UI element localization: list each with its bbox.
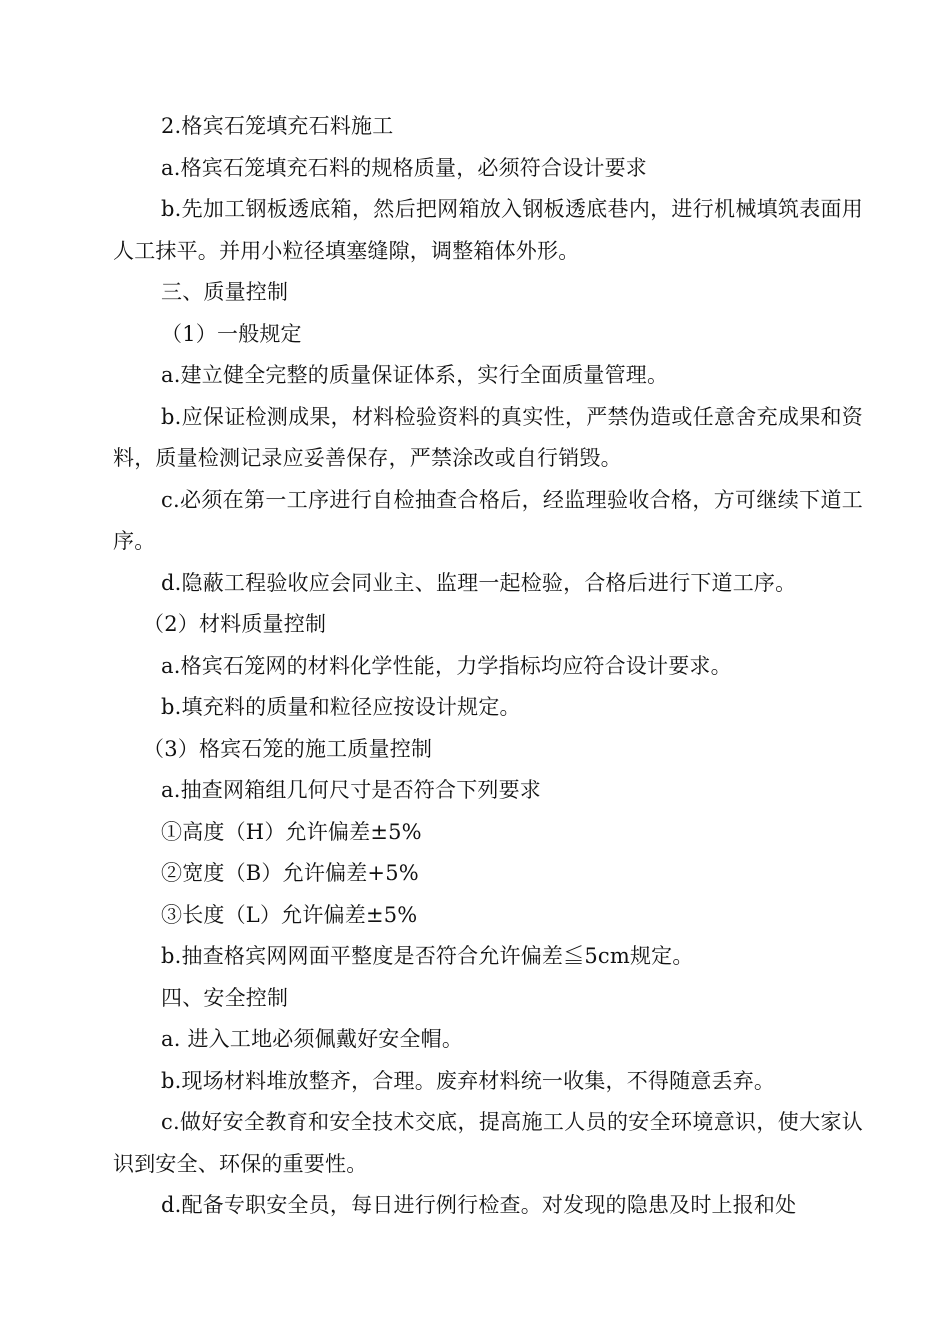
document-body bbox=[113, 106, 863, 1227]
paragraph-box-dimensions: a.抽查网箱组几何尺寸是否符合下列要求 bbox=[161, 778, 541, 802]
paragraph-gabion-fill-heading: 2.格宾石笼填充石料施工 bbox=[161, 114, 394, 138]
list-item-width-tolerance: ②宽度（B）允许偏差+5% bbox=[161, 861, 419, 885]
paragraph-safety-helmet: a. 进入工地必须佩戴好安全帽。 bbox=[161, 1027, 464, 1051]
paragraph-concealed-works: d.隐蔽工程验收应会同业主、监理一起检验，合格后进行下道工序。 bbox=[161, 570, 797, 595]
section-heading-safety-control: 四、安全控制 bbox=[161, 985, 289, 1010]
paragraph-safety-education: c.做好安全教育和安全技术交底，提高施工人员的安全环境意识，使大家认识到安全、环保的重要性。 bbox=[113, 1110, 863, 1176]
paragraph-test-records: b.应保证检测成果，材料检验资料的真实性，严禁伪造或任意舍充成果和资料，质量检测记录应妥善保存，严禁涂改或自行销毁。 bbox=[113, 404, 863, 470]
subheading-construction-quality: （3）格宾石笼的施工质量控制 bbox=[143, 736, 433, 761]
paragraph-quality-system: a.建立健全完整的质量保证体系，实行全面质量管理。 bbox=[161, 363, 669, 387]
list-item-height-tolerance: ①高度（H）允许偏差±5% bbox=[161, 819, 422, 844]
paragraph-safety-officer: d.配备专职安全员，每日进行例行检查。对发现的隐患及时上报和处 bbox=[161, 1193, 797, 1217]
paragraph-material-stacking: b.现场材料堆放整齐，合理。废弃材料统一收集，不得随意丢弃。 bbox=[161, 1068, 776, 1093]
subheading-general-rules: （1）一般规定 bbox=[161, 321, 302, 346]
paragraph-fill-method: b.先加工钢板透底箱，然后把网箱放入钢板透底巷内，进行机械填筑表面用人工抹平。并用小粒径填塞缝隙，调整箱体外形。 bbox=[113, 197, 863, 263]
paragraph-mesh-material: a.格宾石笼网的材料化学性能，力学指标均应符合设计要求。 bbox=[161, 653, 732, 678]
paragraph-flatness-check: b.抽查格宾网网面平整度是否符合允许偏差≦5cm规定。 bbox=[161, 944, 694, 968]
list-item-length-tolerance: ③长度（L）允许偏差±5% bbox=[161, 902, 418, 927]
subheading-material-quality: （2）材料质量控制 bbox=[143, 612, 327, 636]
paragraph-filler-quality: b.填充料的质量和粒径应按设计规定。 bbox=[161, 695, 521, 719]
paragraph-self-inspection: c.必须在第一工序进行自检抽查合格后，经监理验收合格，方可继续下道工序。 bbox=[113, 487, 863, 553]
paragraph-fill-spec: a.格宾石笼填充石料的规格质量，必须符合设计要求 bbox=[161, 155, 647, 180]
section-heading-quality-control: 三、质量控制 bbox=[161, 280, 289, 304]
